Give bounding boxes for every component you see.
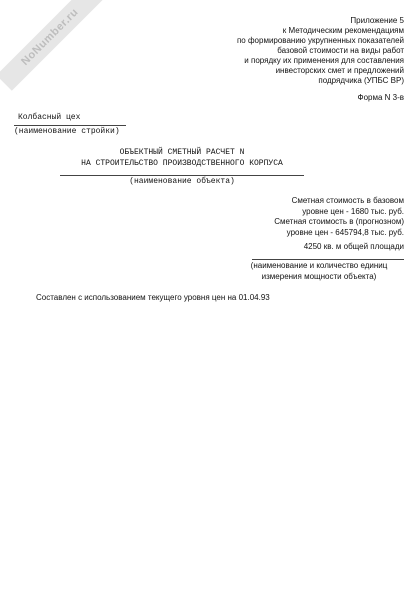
object-caption: (наименование объекта): [129, 177, 235, 186]
appendix-line: базовой стоимости на виды работ: [277, 46, 404, 55]
cost-line: Сметная стоимость в базовом: [291, 196, 404, 205]
appendix-line: к Методическим рекомендациям: [282, 26, 404, 35]
construction-caption: (наименование стройки): [14, 127, 120, 136]
capacity-underline: [252, 259, 404, 260]
estimate-title: [60, 147, 304, 169]
appendix-line: и порядку их применения для составления: [244, 56, 404, 65]
cost-block: [184, 196, 404, 238]
capacity-caption-line-1: (наименование и количество единиц: [250, 261, 388, 270]
appendix-header: [154, 16, 404, 86]
appendix-line: подрядчика (УПБС ВР): [318, 76, 404, 85]
capacity-value: 4250 кв. м общей площади: [303, 242, 404, 251]
object-underline: [60, 175, 304, 176]
watermark: NoNumber.ru: [0, 0, 104, 91]
capacity-caption: [234, 261, 404, 282]
appendix-line: по формированию укрупненных показателей: [236, 36, 404, 45]
cost-line: Сметная стоимость в (прогнозном): [274, 217, 404, 226]
compiled-note: Составлен с использованием текущего уровня цен на 01.04.93: [36, 293, 270, 302]
title-line-1: ОБЪЕКТНЫЙ СМЕТНЫЙ РАСЧЕТ N: [119, 148, 245, 157]
construction-underline: [14, 125, 126, 126]
cost-line: уровне цен - 1680 тыс. руб.: [302, 206, 404, 216]
form-number: Форма N 3-в: [357, 93, 404, 102]
title-line-2: НА СТРОИТЕЛЬСТВО ПРОИЗВОДСТВЕННОГО КОРПУСА: [81, 159, 283, 168]
appendix-line: Приложение 5: [350, 16, 404, 25]
capacity-caption-line-2: измерения мощности объекта): [261, 271, 377, 281]
construction-name: Колбасный цех: [18, 113, 81, 122]
cost-line: уровне цен - 645794,8 тыс. руб.: [286, 227, 404, 237]
appendix-line: инвесторских смет и предложений: [275, 66, 404, 75]
